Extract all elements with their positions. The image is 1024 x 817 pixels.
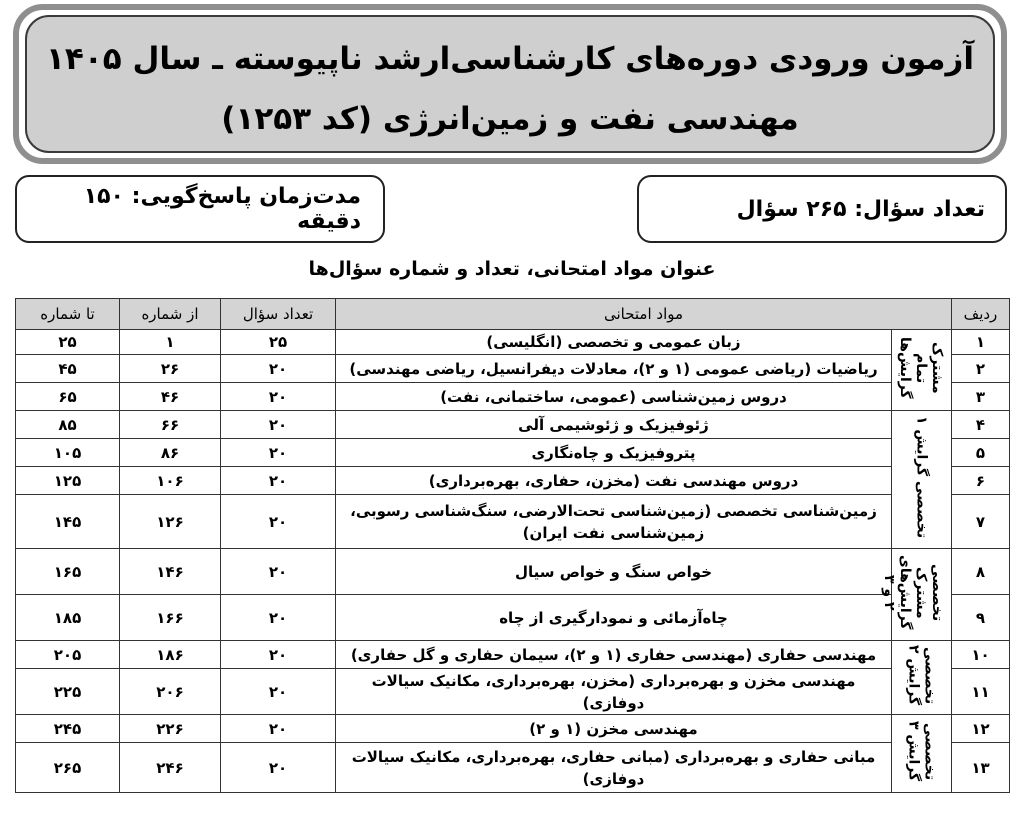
subject-cell: مهندسی مخزن (۱ و ۲)	[336, 715, 892, 743]
from-cell: ۱۴۶	[120, 549, 221, 595]
count-cell: ۲۰	[221, 715, 336, 743]
col-header-subject: مواد امتحانی	[336, 299, 952, 330]
subject-cell: مهندسی حفاری (مهندسی حفاری (۱ و ۲)، سیمان حفاری و گل حفاری)	[336, 641, 892, 669]
subject-cell: ریاضیات (ریاضی عمومی (۱ و ۲)، معادلات دیفرانسیل، ریاضی مهندسی)	[336, 355, 892, 383]
table-row	[16, 495, 1010, 549]
question-count-text: تعداد سؤال: ۲۶۵ سؤال	[736, 196, 985, 222]
from-cell: ۴۶	[120, 383, 221, 411]
group-label: تخصصی مشترک گرایش‌های ۲ و ۳	[892, 549, 952, 641]
group-label: تخصصی گرایش ۳	[892, 715, 952, 793]
to-cell: ۶۵	[16, 383, 120, 411]
subject-cell: دروس مهندسی نفت (مخزن، حفاری، بهره‌برداری)	[336, 467, 892, 495]
table-header-row	[16, 299, 1010, 330]
row-number: ۹	[952, 595, 1010, 641]
table-row	[16, 439, 1010, 467]
group-label: مشترک تمام گرایش‌ها	[892, 330, 952, 411]
to-cell: ۲۵	[16, 330, 120, 355]
table-row	[16, 383, 1010, 411]
table-row	[16, 595, 1010, 641]
subject-cell: پتروفیزیک و چاه‌نگاری	[336, 439, 892, 467]
subjects-table	[15, 298, 1010, 793]
to-cell: ۲۶۵	[16, 743, 120, 793]
count-cell: ۲۰	[221, 641, 336, 669]
to-cell: ۱۲۵	[16, 467, 120, 495]
from-cell: ۲۲۶	[120, 715, 221, 743]
from-cell: ۲۶	[120, 355, 221, 383]
subject-cell: دروس زمین‌شناسی (عمومی، ساختمانی، نفت)	[336, 383, 892, 411]
count-cell: ۲۰	[221, 411, 336, 439]
row-number: ۶	[952, 467, 1010, 495]
table-row	[16, 355, 1010, 383]
from-cell: ۱۸۶	[120, 641, 221, 669]
exam-title: آزمون ورودی دوره‌های کارشناسی‌ارشد ناپیوسته ـ سال ۱۴۰۵	[46, 41, 974, 77]
row-number: ۱	[952, 330, 1010, 355]
row-number: ۵	[952, 439, 1010, 467]
group-label: تخصصی گرایش ۲	[892, 641, 952, 715]
to-cell: ۱۰۵	[16, 439, 120, 467]
duration-box	[15, 175, 385, 243]
from-cell: ۸۶	[120, 439, 221, 467]
title-panel	[25, 15, 995, 153]
table-row	[16, 715, 1010, 743]
subject-cell: زمین‌شناسی تخصصی (زمین‌شناسی تحت‌الارضی، سنگ‌شناسی رسوبی، زمین‌شناسی نفت ایران)	[336, 495, 892, 549]
subject-cell: مهندسی مخزن و بهره‌برداری (مخزن، بهره‌برداری، مکانیک سیالات دوفازی)	[336, 669, 892, 715]
count-cell: ۲۰	[221, 355, 336, 383]
from-cell: ۱	[120, 330, 221, 355]
table-row	[16, 330, 1010, 355]
subject-cell: چاه‌آزمائی و نمودارگیری از چاه	[336, 595, 892, 641]
row-number: ۱۰	[952, 641, 1010, 669]
table-heading: عنوان مواد امتحانی، تعداد و شماره سؤال‌ها	[308, 258, 716, 280]
count-cell: ۲۰	[221, 549, 336, 595]
table-row	[16, 411, 1010, 439]
count-cell: ۲۰	[221, 495, 336, 549]
from-cell: ۲۰۶	[120, 669, 221, 715]
exam-subtitle: مهندسی نفت و زمین‌انرژی (کد ۱۲۵۳)	[221, 101, 799, 137]
row-number: ۱۱	[952, 669, 1010, 715]
to-cell: ۱۸۵	[16, 595, 120, 641]
row-number: ۸	[952, 549, 1010, 595]
table-row	[16, 641, 1010, 669]
from-cell: ۱۰۶	[120, 467, 221, 495]
col-header-count: تعداد سؤال	[221, 299, 336, 330]
from-cell: ۲۴۶	[120, 743, 221, 793]
to-cell: ۲۲۵	[16, 669, 120, 715]
col-header-from: از شماره	[120, 299, 221, 330]
subject-cell: ژئوفیزیک و ژئوشیمی آلی	[336, 411, 892, 439]
to-cell: ۱۶۵	[16, 549, 120, 595]
col-header-to: تا شماره	[16, 299, 120, 330]
count-cell: ۲۵	[221, 330, 336, 355]
row-number: ۱۳	[952, 743, 1010, 793]
row-number: ۲	[952, 355, 1010, 383]
subject-cell: خواص سنگ و خواص سیال	[336, 549, 892, 595]
from-cell: ۶۶	[120, 411, 221, 439]
group-label: تخصصی گرایش ۱	[892, 411, 952, 549]
to-cell: ۴۵	[16, 355, 120, 383]
count-cell: ۲۰	[221, 743, 336, 793]
subject-cell: مبانی حفاری و بهره‌برداری (مبانی حفاری، بهره‌برداری، مکانیک سیالات دوفازی)	[336, 743, 892, 793]
count-cell: ۲۰	[221, 669, 336, 715]
to-cell: ۱۴۵	[16, 495, 120, 549]
count-cell: ۲۰	[221, 383, 336, 411]
table-row	[16, 743, 1010, 793]
to-cell: ۲۴۵	[16, 715, 120, 743]
table-row	[16, 669, 1010, 715]
count-cell: ۲۰	[221, 439, 336, 467]
table-row	[16, 467, 1010, 495]
count-cell: ۲۰	[221, 467, 336, 495]
col-header-row: ردیف	[952, 299, 1010, 330]
question-count-box	[637, 175, 1007, 243]
to-cell: ۸۵	[16, 411, 120, 439]
duration-text: مدت‌زمان پاسخ‌گویی: ۱۵۰ دقیقه	[83, 184, 361, 234]
row-number: ۷	[952, 495, 1010, 549]
count-cell: ۲۰	[221, 595, 336, 641]
from-cell: ۱۶۶	[120, 595, 221, 641]
subject-cell: زبان عمومی و تخصصی (انگلیسی)	[336, 330, 892, 355]
table-row	[16, 549, 1010, 595]
title-frame	[13, 4, 1007, 164]
to-cell: ۲۰۵	[16, 641, 120, 669]
row-number: ۱۲	[952, 715, 1010, 743]
row-number: ۳	[952, 383, 1010, 411]
from-cell: ۱۲۶	[120, 495, 221, 549]
row-number: ۴	[952, 411, 1010, 439]
